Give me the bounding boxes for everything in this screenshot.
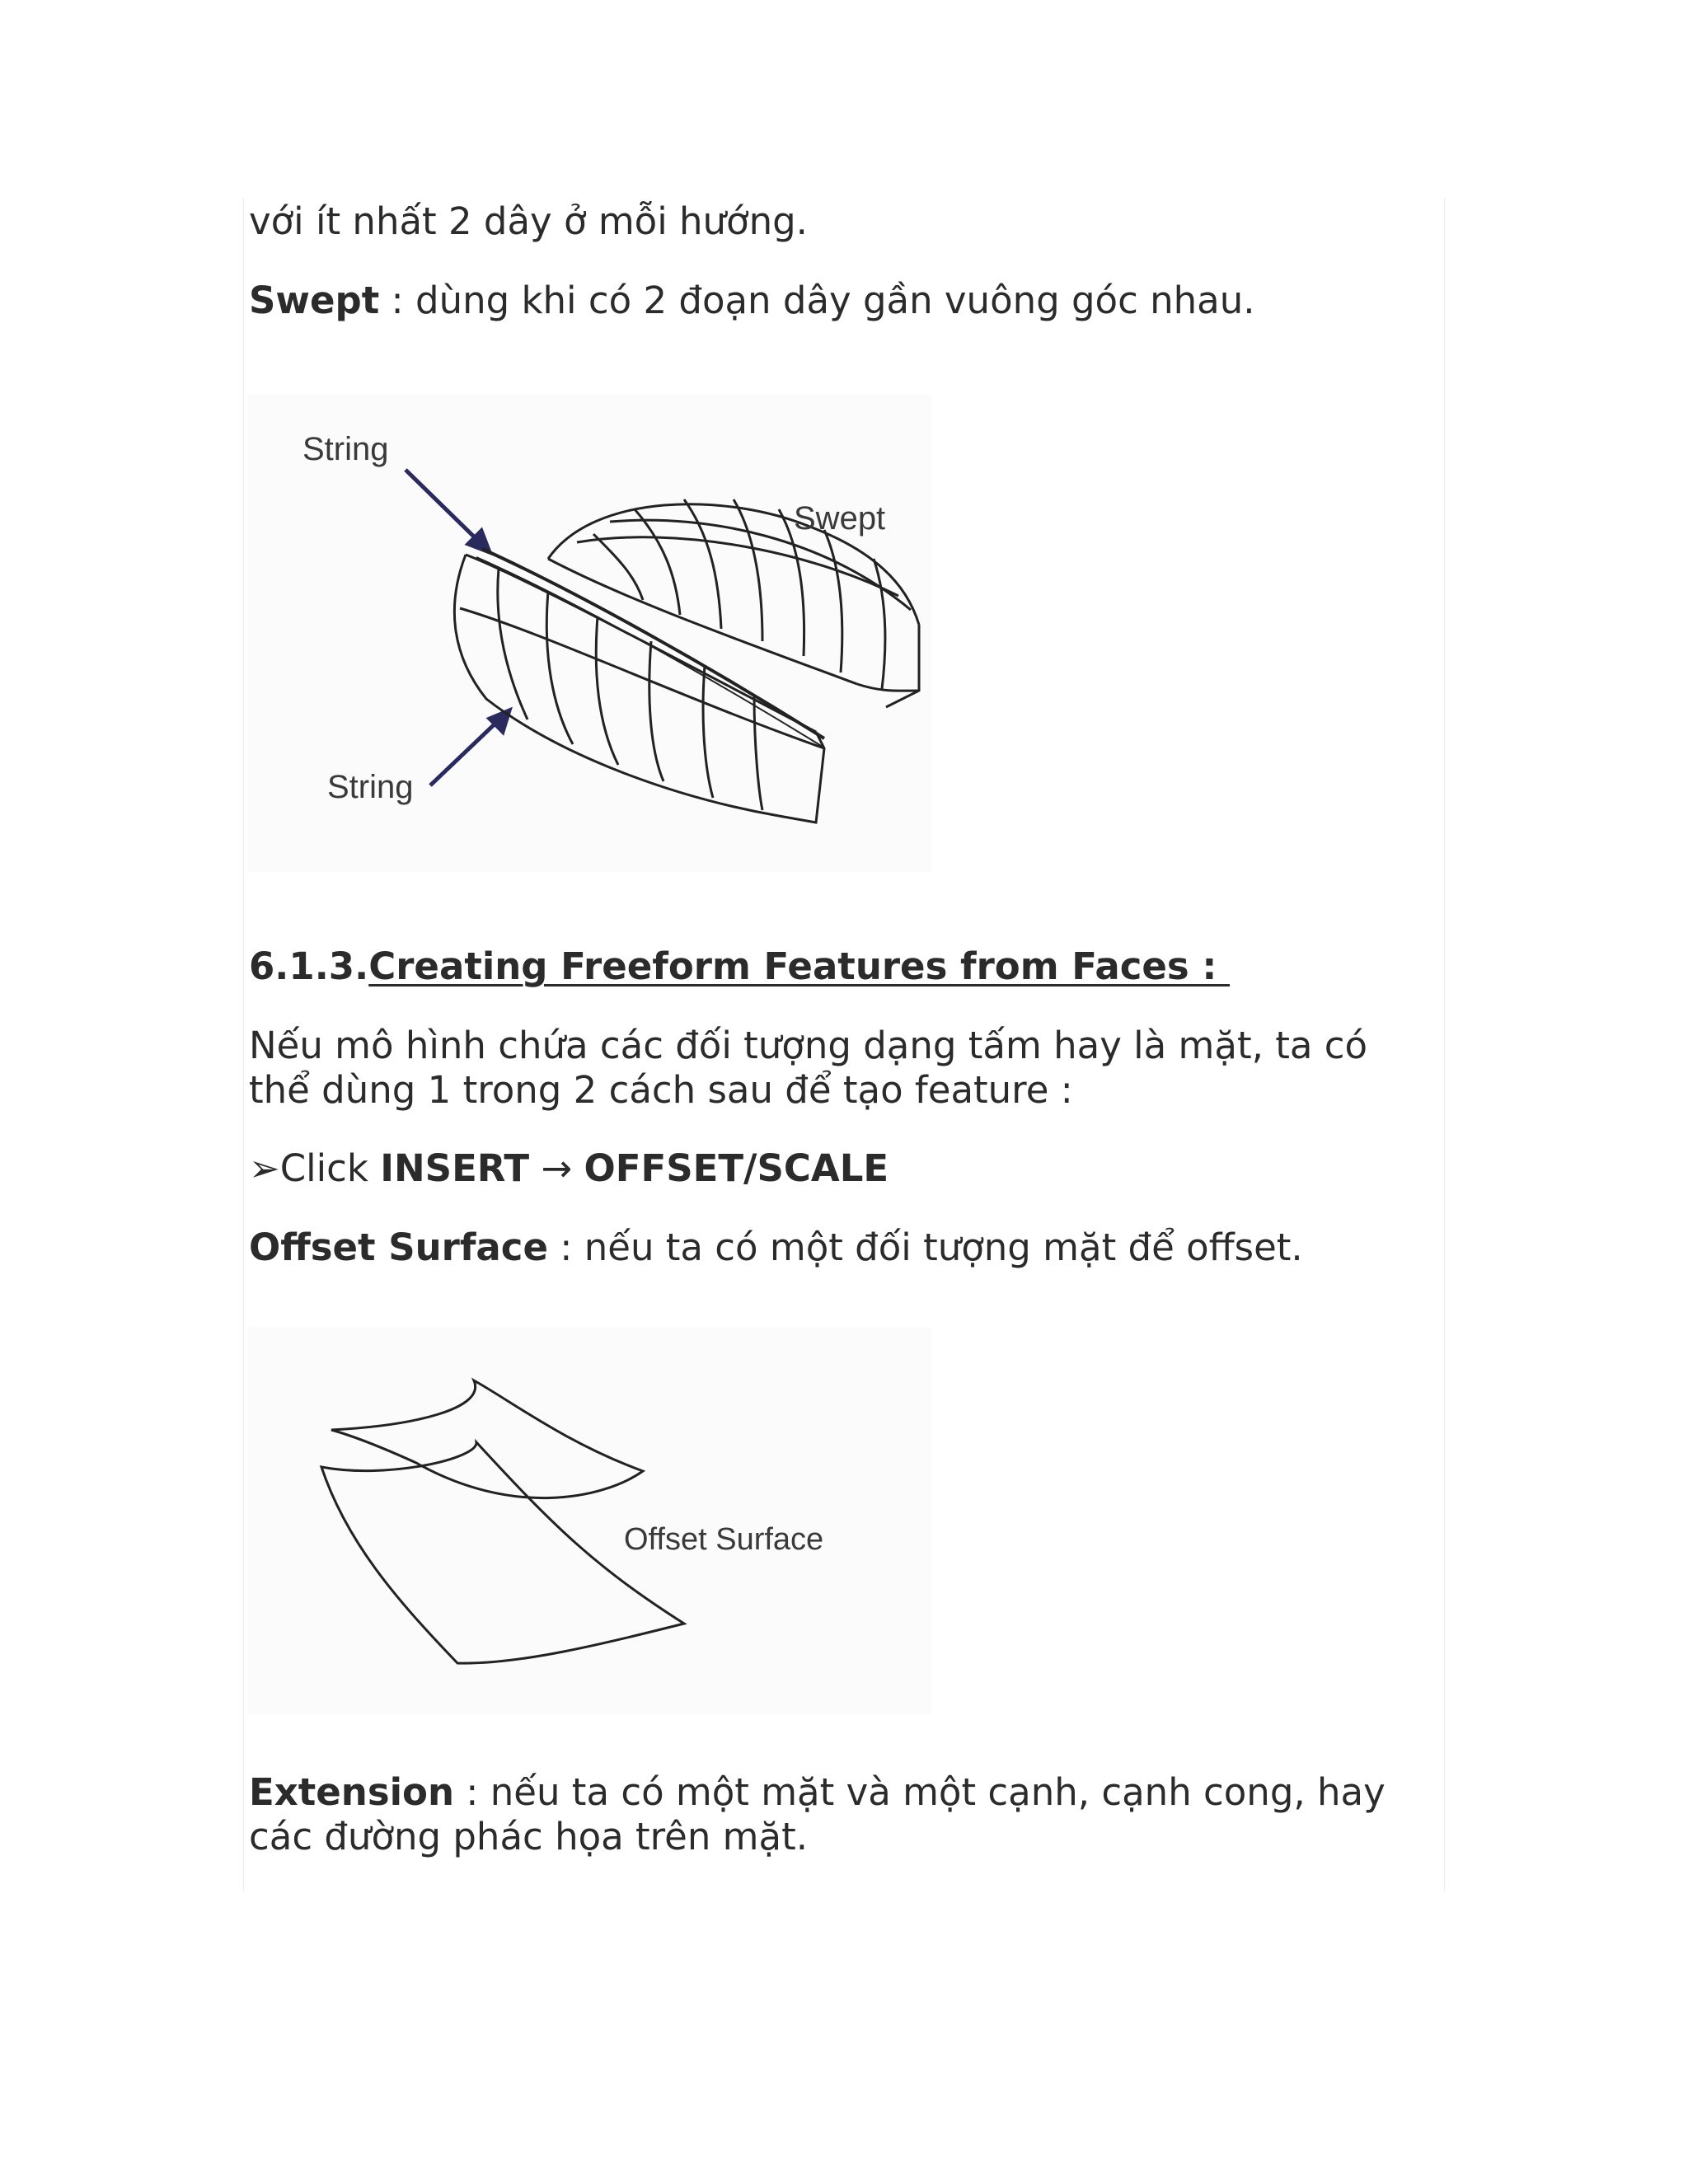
click-instruction [249,1146,889,1191]
intro-line-2 [249,1068,1073,1113]
bullet-arrow-icon: ➢ [249,1146,280,1190]
offset-description: : nếu ta có một đối tượng mặt để offset. [547,1226,1303,1269]
paragraph-line [249,199,808,244]
text: với ít nhất 2 dây ở mỗi hướng. [249,199,808,243]
extension-line-2 [249,1815,808,1859]
label-swept: Swept [794,500,886,537]
click-prefix: Click [279,1146,381,1190]
intro-line-1 [249,1024,1367,1068]
arrow-string-bottom [430,719,499,785]
label-offset-surface: Offset Surface [624,1522,824,1557]
text: Nếu mô hình chứa các đối tượng dạng tấm hay là mặt, ta có [249,1024,1367,1067]
arrow-string-top [406,470,480,542]
menu-insert: INSERT [380,1146,530,1190]
swept-description: : dùng khi có 2 đoạn dây gần vuông góc nhau. [379,279,1255,322]
offset-term: Offset Surface [249,1226,548,1269]
extension-description: : nếu ta có một mặt và một cạnh, cạnh cong, hay [454,1770,1386,1814]
swept-figure [247,394,931,872]
offset-figure [247,1327,931,1714]
section-title: Creating Freeform Features from Faces : [368,944,1231,988]
label-string-bottom: String [327,769,414,805]
section-number: 6.1.3. [249,944,369,988]
swept-paragraph [249,279,1255,323]
text: thể dùng 1 trong 2 cách sau để tạo feature : [249,1068,1073,1112]
label-string-top: String [302,431,389,467]
menu-arrow: → [529,1146,584,1190]
swept-term: Swept [249,279,380,322]
text: các đường phác họa trên mặt. [249,1815,809,1858]
offset-diagram [247,1327,931,1714]
extension-line-1 [249,1770,1386,1815]
swept-surface [454,499,919,823]
swept-diagram [247,394,931,872]
offset-paragraph [249,1226,1303,1270]
extension-term: Extension [249,1770,454,1814]
section-heading [249,944,1230,989]
menu-offset-scale: OFFSET/SCALE [584,1146,889,1190]
